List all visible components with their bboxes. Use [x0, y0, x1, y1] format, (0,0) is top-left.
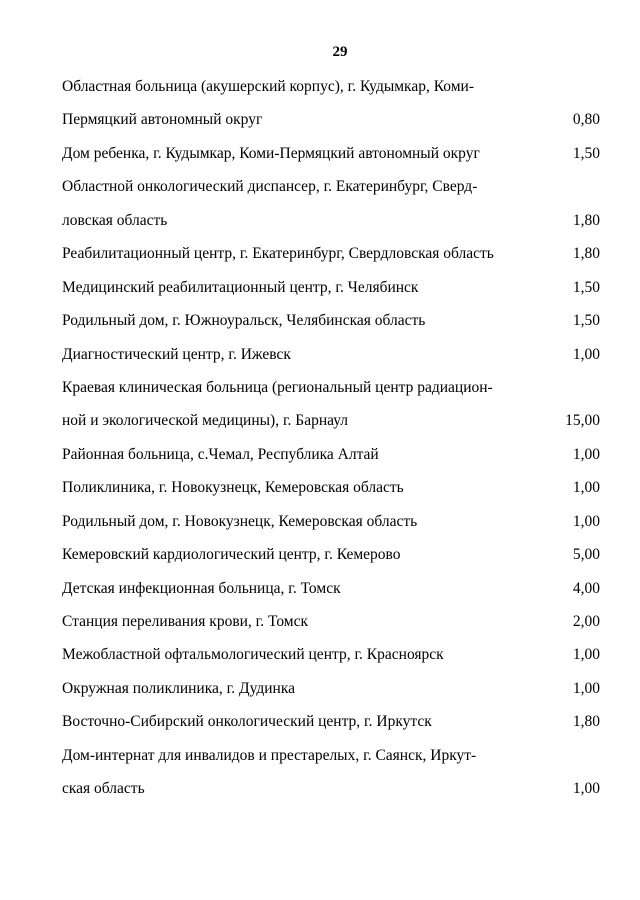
list-item-line — [62, 511, 600, 544]
entry-text: Дом ребенка, г. Кудымкар, Коми-Пермяцкий автономный округ — [62, 144, 480, 162]
entry-text: Областной онкологический диспансер, г. Екатеринбург, Сверд- — [62, 178, 478, 196]
entry-value: 1,00 — [572, 512, 600, 530]
list-item-line — [62, 377, 600, 410]
list-item-line — [62, 310, 600, 343]
entry-text: ловская область — [62, 211, 168, 229]
entry-text: Медицинский реабилитационный центр, г. Челябинск — [62, 278, 419, 296]
list-item-line — [62, 277, 600, 310]
entry-value: 1,80 — [572, 245, 600, 263]
list-item-line — [62, 410, 600, 443]
entry-value: 15,00 — [565, 412, 600, 430]
entry-value: 1,80 — [572, 713, 600, 731]
list-item-line — [62, 76, 600, 109]
entries-list — [62, 76, 600, 812]
list-item-line — [62, 745, 600, 778]
entry-value: 1,80 — [572, 211, 600, 229]
entry-value: 1,50 — [572, 144, 600, 162]
list-item-line — [62, 711, 600, 744]
entry-text: ной и экологической медицины), г. Барнаул — [62, 412, 349, 430]
list-item-line — [62, 678, 600, 711]
list-item-line — [62, 444, 600, 477]
entry-text: Пермяцкий автономный округ — [62, 111, 263, 129]
entry-value: 1,00 — [572, 345, 600, 363]
entry-value: 1,50 — [572, 312, 600, 330]
list-item-line — [62, 210, 600, 243]
entry-value: 1,00 — [572, 479, 600, 497]
entry-text: Окружная поликлиника, г. Дудинка — [62, 679, 296, 697]
list-item-line — [62, 477, 600, 510]
list-item-line — [62, 544, 600, 577]
entry-text: Краевая клиническая больница (региональный центр радиацион- — [62, 378, 493, 396]
entry-text: Дом-интернат для инвалидов и престарелых, г. Саянск, Иркут- — [62, 746, 477, 764]
entry-value: 0,80 — [572, 111, 600, 129]
entry-text: Межобластной офтальмологический центр, г. Красноярск — [62, 646, 444, 664]
entry-text: Родильный дом, г. Новокузнецк, Кемеровская область — [62, 512, 418, 530]
entry-value: 2,00 — [572, 613, 600, 630]
entry-text: Областная больница (акушерский корпус), г. Кудымкар, Коми- — [62, 78, 475, 95]
list-item-line — [62, 778, 600, 811]
list-item-line — [62, 344, 600, 377]
entry-value: 1,00 — [572, 679, 600, 697]
entry-value: 1,50 — [572, 278, 600, 296]
entry-value: 1,00 — [572, 445, 600, 463]
entry-text: Станция переливания крови, г. Томск — [62, 613, 309, 630]
list-item-line — [62, 578, 600, 611]
entry-text: Диагностический центр, г. Ижевск — [62, 345, 291, 363]
list-item-line — [62, 143, 600, 176]
entry-text: ская область — [62, 780, 145, 798]
entry-text: Районная больница, с.Чемал, Республика Алтай — [62, 445, 379, 463]
entry-text: Детская инфекционная больница, г. Томск — [62, 579, 341, 597]
entry-text: Реабилитационный центр, г. Екатеринбург, Свердловская область — [62, 245, 494, 263]
entry-text: Родильный дом, г. Южноуральск, Челябинская область — [62, 312, 426, 330]
list-item-line — [62, 611, 600, 644]
list-item-line — [62, 109, 600, 142]
entry-value: 4,00 — [572, 579, 600, 597]
entry-text: Кемеровский кардиологический центр, г. Кемерово — [62, 546, 401, 564]
list-item-line — [62, 644, 600, 677]
entry-text: Поликлиника, г. Новокузнецк, Кемеровская область — [62, 479, 404, 497]
page-number: 29 — [332, 44, 348, 60]
entry-value: 1,00 — [572, 780, 600, 798]
list-item-line — [62, 176, 600, 209]
entry-value: 1,00 — [572, 646, 600, 664]
entry-text: Восточно-Сибирский онкологический центр, г. Иркутск — [62, 713, 432, 731]
entry-value: 5,00 — [572, 546, 600, 564]
list-item-line — [62, 243, 600, 276]
